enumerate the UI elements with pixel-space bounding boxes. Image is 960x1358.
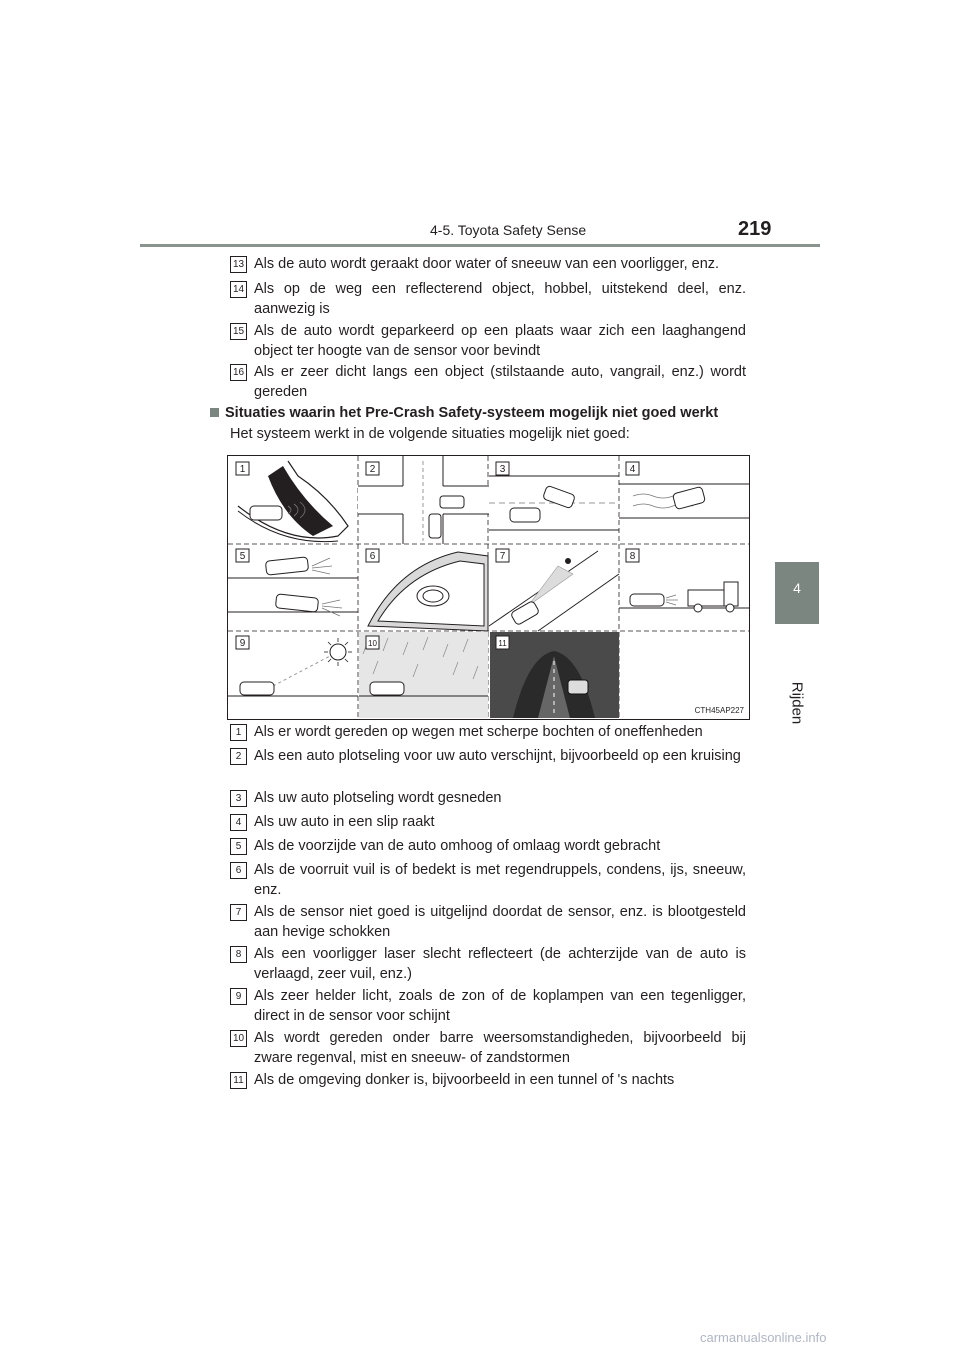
- panel-number: 5: [239, 551, 246, 562]
- list-item: [230, 812, 746, 832]
- chapter-label: Rijden: [788, 681, 806, 725]
- item-number: 2: [230, 748, 247, 765]
- intro-text: Het systeem werkt in de volgende situaties mogelijk niet goed:: [230, 426, 630, 442]
- list-item: [230, 902, 746, 942]
- list-item: [230, 1070, 746, 1090]
- page-number: 219: [738, 218, 772, 240]
- list-item: [230, 279, 746, 319]
- item-text: Als de omgeving donker is, bijvoorbeeld in een tunnel of 's nachts: [254, 1072, 675, 1088]
- chapter-tab[interactable]: [775, 562, 819, 624]
- item-number: 1: [230, 724, 247, 741]
- panel-number: 6: [369, 551, 376, 562]
- list-item: [230, 722, 746, 742]
- panel-3-illustration: [489, 476, 619, 530]
- figure-code: CTH45AP227: [694, 706, 744, 715]
- panel-8-illustration: [619, 582, 749, 612]
- item-text: Als uw auto in een slip raakt: [254, 814, 435, 830]
- watermark: carmanualsonline.info: [700, 1330, 827, 1345]
- item-number: 15: [230, 323, 247, 340]
- section-heading-text: Situaties waarin het Pre-Crash Safety-systeem mogelijk niet goed werkt: [225, 405, 719, 421]
- item-number: 5: [230, 838, 247, 855]
- panel-4-illustration: [619, 484, 749, 518]
- item-text: Als een voorligger laser slecht reflecteert (de achterzijde van de auto is verlaagd, zeer vuil, enz.): [254, 946, 746, 982]
- item-text: Als een auto plotseling voor uw auto verschijnt, bijvoorbeeld op een kruising: [254, 748, 741, 764]
- situations-figure: [227, 455, 750, 720]
- panel-number: 1: [239, 464, 246, 475]
- list-item: [230, 788, 746, 808]
- panel-number: 2: [369, 464, 376, 475]
- list-item: [230, 944, 746, 984]
- list-item: [230, 836, 746, 856]
- item-number: 6: [230, 862, 247, 879]
- item-number: 13: [230, 256, 247, 273]
- panel-number: 4: [629, 464, 636, 475]
- item-number: 9: [230, 988, 247, 1005]
- list-item: [230, 860, 746, 900]
- item-text: Als wordt gereden onder barre weersomstandigheden, bijvoorbeeld bij zware regenval, mist en sneeuw- of zandstormen: [254, 1030, 746, 1066]
- item-text: Als er wordt gereden op wegen met scherpe bochten of oneffenheden: [254, 724, 703, 740]
- panel-number: 11: [498, 639, 507, 648]
- item-text: Als de auto wordt geparkeerd op een plaats waar zich een laaghangend object ter hoogte van de sensor voor bevindt: [254, 323, 746, 359]
- list-item: [230, 362, 746, 402]
- item-number: 14: [230, 281, 247, 298]
- section-title: 4-5. Toyota Safety Sense: [430, 222, 587, 238]
- item-text: Als de auto wordt geraakt door water of sneeuw van een voorligger, enz.: [254, 256, 720, 272]
- chapter-number: 4: [793, 580, 801, 596]
- item-text: Als de voorzijde van de auto omhoog of omlaag wordt gebracht: [254, 838, 661, 854]
- item-text: Als zeer helder licht, zoals de zon of de koplampen van een tegenligger, direct in de sensor voor schijnt: [254, 988, 746, 1024]
- panel-number: 9: [239, 638, 246, 649]
- list-item: [230, 986, 746, 1026]
- panel-7-illustration: [489, 551, 619, 631]
- panel-number: 7: [499, 551, 506, 562]
- panel-number: 3: [499, 464, 506, 475]
- panel-6-illustration: [368, 552, 488, 631]
- item-number: 11: [230, 1072, 247, 1089]
- item-text: Als de voorruit vuil is of bedekt is met regendruppels, condens, ijs, sneeuw, enz.: [254, 862, 746, 898]
- square-bullet-icon: [210, 408, 219, 417]
- panel-number: 8: [629, 551, 636, 562]
- item-number: 3: [230, 790, 247, 807]
- item-text: Als de sensor niet goed is uitgelijnd doordat de sensor, enz. is blootgesteld aan hevige schokken: [254, 904, 746, 940]
- panel-number: 10: [368, 639, 377, 648]
- item-text: Als er zeer dicht langs een object (stilstaande auto, vangrail, enz.) wordt gereden: [254, 364, 746, 400]
- item-text: Als uw auto plotseling wordt gesneden: [254, 790, 502, 806]
- item-number: 4: [230, 814, 247, 831]
- item-number: 10: [230, 1030, 247, 1047]
- item-number: 8: [230, 946, 247, 963]
- header-rule: [140, 244, 820, 247]
- list-item: [230, 746, 746, 766]
- list-item: [230, 321, 746, 361]
- item-number: 7: [230, 904, 247, 921]
- item-text: Als op de weg een reflecterend object, hobbel, uitstekend deel, enz. aanwezig is: [254, 281, 746, 317]
- panel-5-illustration: [228, 557, 358, 616]
- item-number: 16: [230, 364, 247, 381]
- list-item: [230, 1028, 746, 1068]
- list-item: [230, 254, 746, 274]
- panel-1-illustration: [238, 461, 348, 542]
- chapter-label-tab: [775, 624, 819, 782]
- section-heading: [210, 405, 718, 421]
